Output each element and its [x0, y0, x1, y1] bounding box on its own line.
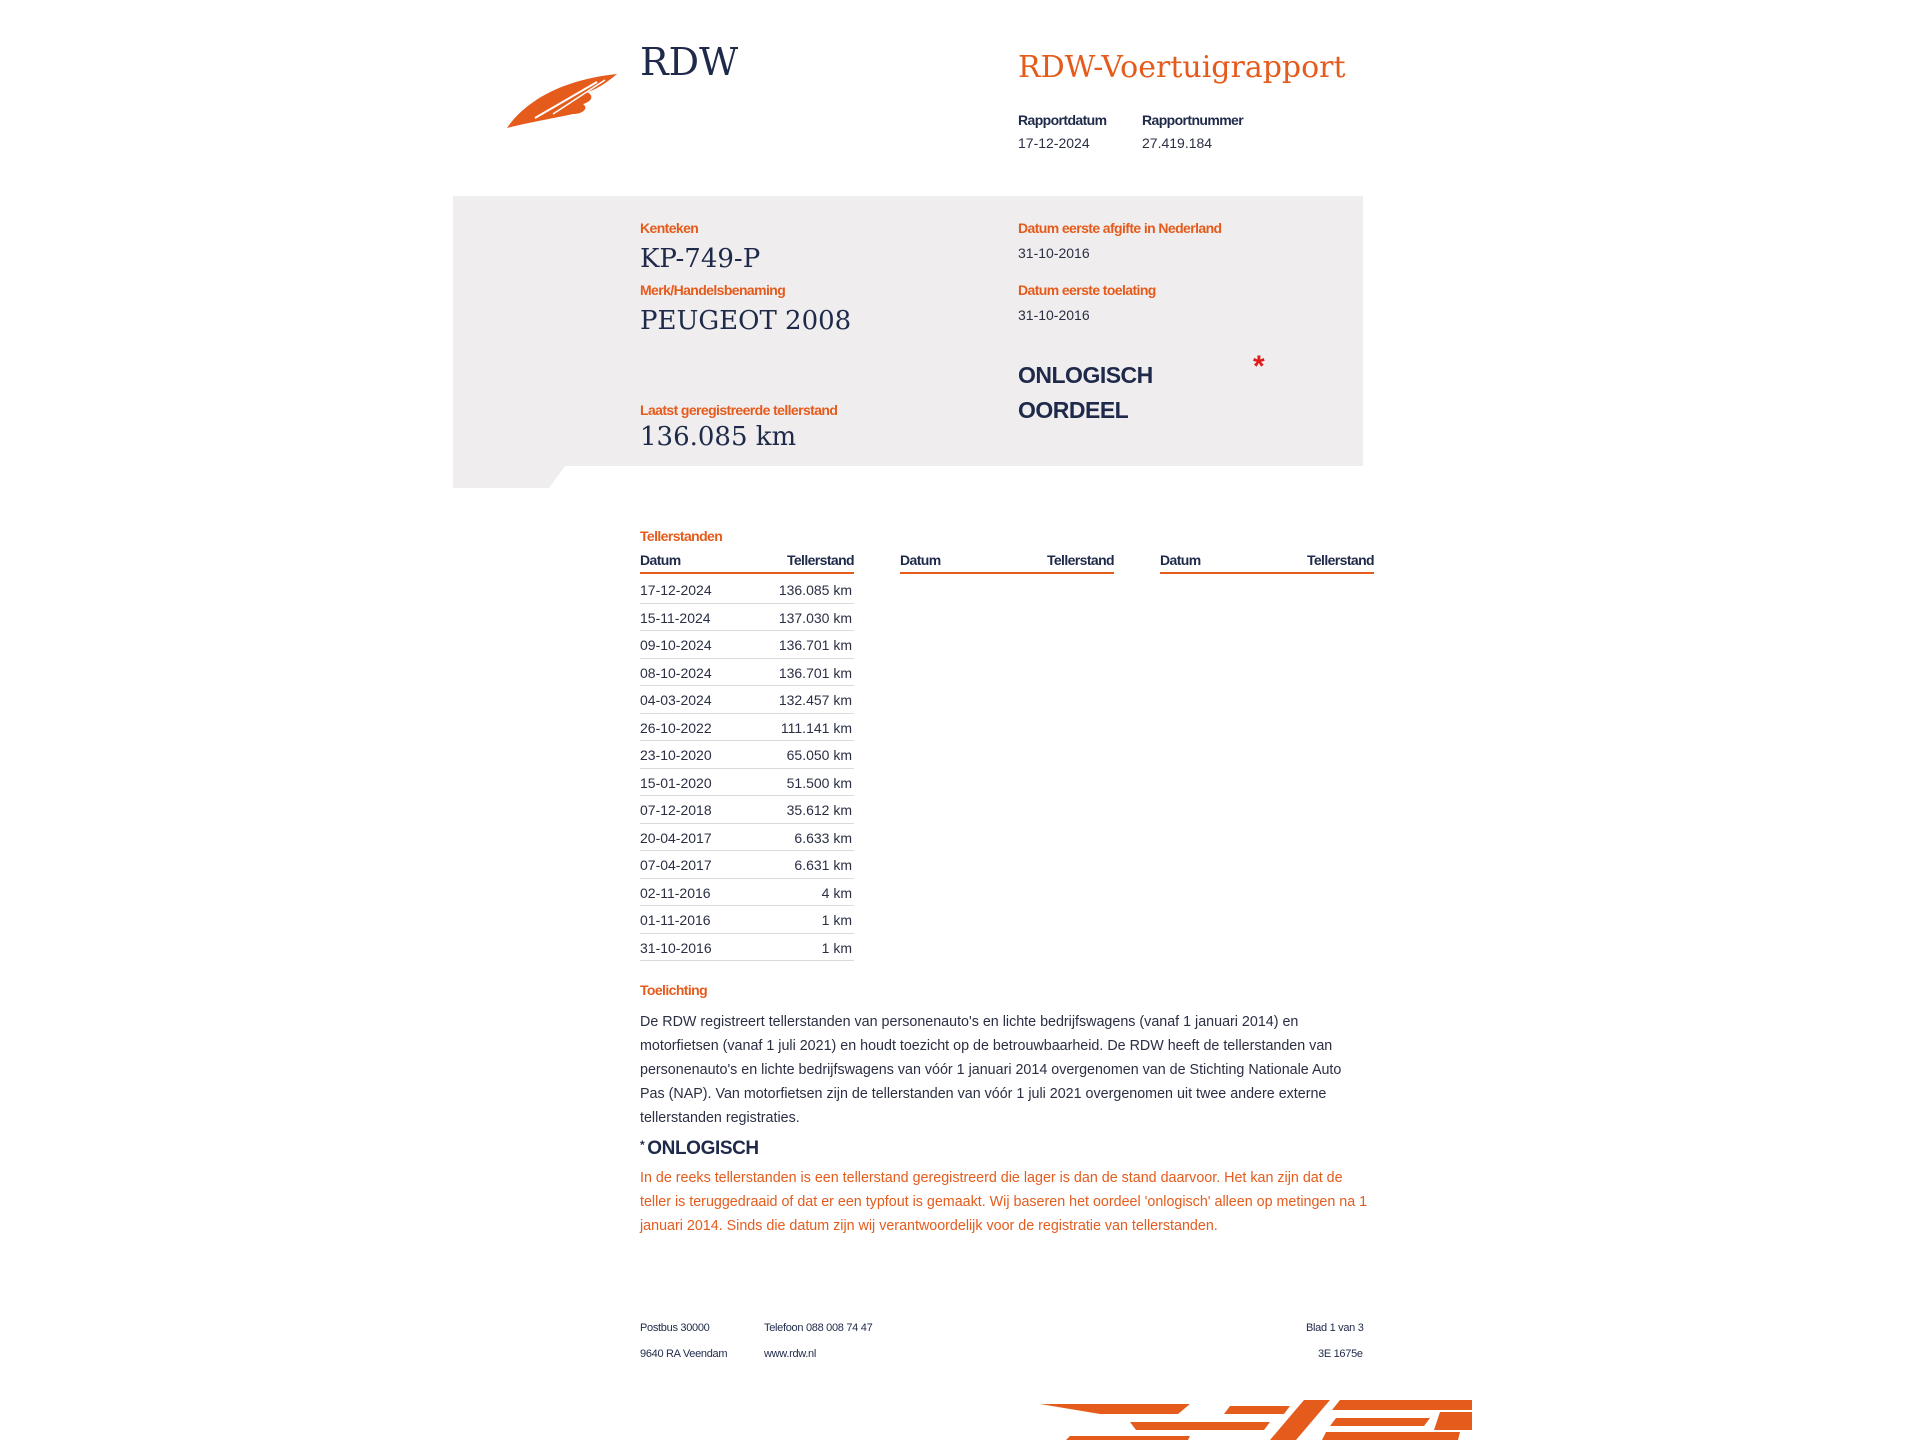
report-date-label: Rapportdatum	[1018, 112, 1107, 128]
value-header: Tellerstand	[1046, 552, 1114, 568]
reading-value: 6.631 km	[794, 857, 852, 873]
plate-label: Kenteken	[640, 220, 699, 236]
verdict-line2: OORDEEL	[1018, 397, 1129, 423]
table-row	[640, 659, 854, 687]
reading-value: 35.612 km	[786, 802, 852, 818]
table-row	[640, 631, 854, 659]
footer-postbus: Postbus 30000	[640, 1322, 710, 1334]
first-issue-nl-value: 31-10-2016	[1018, 245, 1090, 261]
first-admission-value: 31-10-2016	[1018, 307, 1090, 323]
reading-value: 137.030 km	[778, 609, 852, 626]
onlogisch-heading	[640, 1138, 759, 1160]
reading-value: 51.500 km	[786, 774, 852, 791]
explanation-text: De RDW registreert tellerstanden van personenauto's en lichte bedrijfswagens (vanaf 1 januari 2014) en motorfietsen (vanaf 1 juli 2021) en houdt toezicht op de betrouwbaarheid. De RDW heeft de tellerstanden van personenauto's en lichte bedrijfswagens van vóór 1 januari 2014 overgenomen van de Stichting Nationale Auto Pas (NAP). Van motorfietsen zijn de tellerstanden van vóór 1 juli 2021 overgenomen uit twee andere externe tellerstanden registraties.	[640, 1014, 1342, 1126]
footer-page-number: Blad 1 van 3	[1306, 1322, 1364, 1334]
table-row	[640, 576, 854, 604]
plate-number: KP-749-P	[640, 244, 761, 274]
reading-date: 23-10-2020	[640, 747, 712, 763]
reading-value: 6.633 km	[794, 829, 852, 846]
reading-date: 20-04-2017	[640, 829, 712, 846]
verdict	[1018, 358, 1153, 428]
value-header: Tellerstand	[1306, 552, 1374, 568]
reading-date: 01-11-2016	[640, 912, 711, 928]
report-title: RDW-Voertuigrapport	[1018, 50, 1346, 85]
date-header: Datum	[1160, 552, 1201, 568]
table-row	[640, 796, 854, 824]
readings-column-header	[1160, 552, 1374, 574]
panel-tab-shape	[453, 466, 565, 488]
reading-date: 07-04-2017	[640, 857, 712, 873]
onlogisch-text: In de reeks tellerstanden is een tellerstand geregistreerd die lager is dan de stand daarvoor. Het kan zijn dat de teller is teruggedraaid of dat er een typfout is gemaakt. Wij baseren het oordeel 'onlogisch' alleen op metingen na 1 januari 2014. Sinds die datum zijn wij verantwoordelijk voor de registratie van tellerstanden.	[640, 1170, 1368, 1234]
rdw-wing-logo-icon	[505, 62, 625, 130]
table-row	[640, 851, 854, 879]
reading-date: 15-01-2020	[640, 774, 712, 791]
reading-value: 136.085 km	[778, 582, 852, 598]
footer-document-code: 3E 1675e	[1318, 1348, 1363, 1360]
reading-value: 111.141 km	[780, 719, 852, 736]
reading-value: 136.701 km	[778, 664, 852, 681]
first-issue-nl-label: Datum eerste afgifte in Nederland	[1018, 220, 1222, 236]
reading-value: 65.050 km	[786, 747, 852, 763]
table-row	[640, 714, 854, 742]
report-number-label: Rapportnummer	[1142, 112, 1244, 128]
footer-phone: Telefoon 088 008 74 47	[764, 1322, 873, 1334]
reading-date: 08-10-2024	[640, 664, 712, 681]
footer-website: www.rdw.nl	[764, 1348, 817, 1360]
reading-value: 1 km	[821, 912, 852, 928]
table-row	[640, 824, 854, 852]
table-row	[640, 769, 854, 797]
footer-city: 9640 RA Veendam	[640, 1348, 728, 1360]
table-row	[640, 741, 854, 769]
reading-date: 04-03-2024	[640, 692, 712, 708]
reading-value: 132.457 km	[778, 692, 852, 708]
reading-value: 136.701 km	[778, 637, 852, 653]
value-header: Tellerstand	[786, 552, 854, 568]
readings-title: Tellerstanden	[640, 528, 723, 544]
readings-list	[640, 576, 854, 961]
table-row	[640, 686, 854, 714]
table-row	[640, 934, 854, 962]
reading-date: 09-10-2024	[640, 637, 712, 653]
reading-date: 26-10-2022	[640, 719, 712, 736]
last-odometer-value: 136.085 km	[640, 422, 797, 452]
reading-date: 17-12-2024	[640, 582, 712, 598]
table-row	[640, 879, 854, 907]
date-header: Datum	[900, 552, 941, 568]
logo-name: RDW	[640, 40, 739, 84]
report-date: 17-12-2024	[1018, 135, 1090, 151]
explanation-title: Toelichting	[640, 982, 708, 998]
reading-date: 07-12-2018	[640, 802, 712, 818]
verdict-asterisk: *	[1253, 350, 1265, 383]
verdict-line1: ONLOGISCH	[1018, 362, 1153, 388]
readings-column-header	[640, 552, 854, 574]
onlogisch-title: ONLOGISCH	[647, 1138, 759, 1159]
reading-value: 1 km	[821, 939, 852, 956]
brand-name: PEUGEOT 2008	[640, 306, 852, 336]
date-header: Datum	[640, 552, 681, 568]
table-row	[640, 604, 854, 632]
reading-date: 15-11-2024	[640, 609, 711, 626]
onlogisch-asterisk: *	[640, 1138, 645, 1152]
brand-label: Merk/Handelsbenaming	[640, 282, 786, 298]
reading-date: 31-10-2016	[640, 939, 712, 956]
table-row	[640, 906, 854, 934]
reading-date: 02-11-2016	[640, 884, 711, 901]
vehicle-summary-panel	[453, 196, 1363, 466]
reading-value: 4 km	[821, 884, 852, 901]
last-odometer-label: Laatst geregistreerde tellerstand	[640, 402, 838, 418]
footer-stripes-decoration	[1040, 1396, 1472, 1440]
readings-column-header	[900, 552, 1114, 574]
first-admission-label: Datum eerste toelating	[1018, 282, 1156, 298]
report-number: 27.419.184	[1142, 135, 1213, 151]
